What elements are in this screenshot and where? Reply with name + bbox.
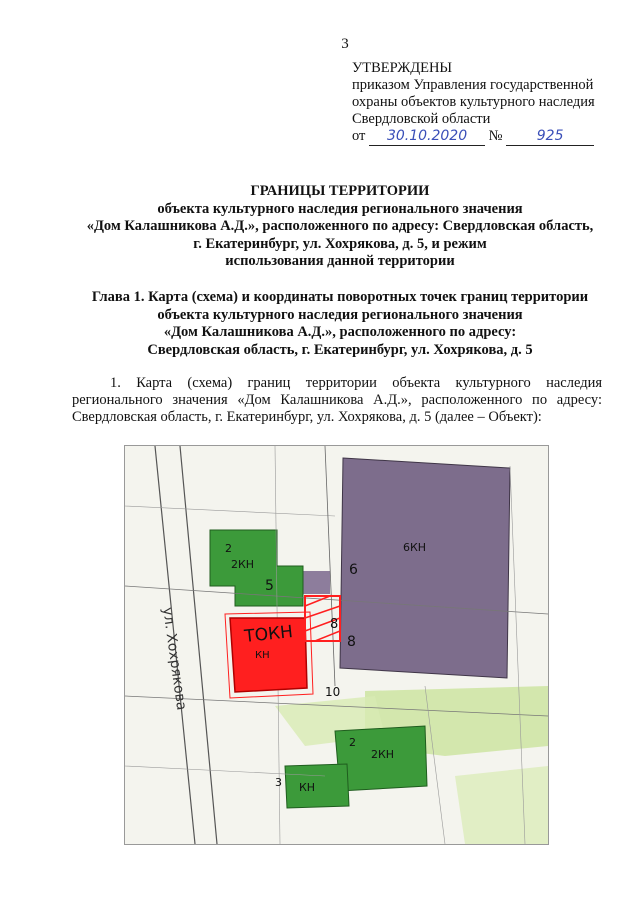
title-line-2: «Дом Калашникова А.Д.», расположенного по адресу: Свердловская область,	[86, 218, 594, 234]
label-2-lower: 2	[349, 736, 356, 749]
green-area	[455, 766, 548, 844]
label-2: 2	[225, 542, 232, 555]
date-handwritten: 30.10.2020	[386, 128, 468, 144]
approval-date-line	[352, 128, 595, 146]
street-label: ул. Хохрякова	[159, 606, 190, 712]
chapter-line-3: «Дом Калашникова А.Д.», расположенного по адресу:	[163, 324, 517, 340]
label-kn: КН	[255, 650, 270, 661]
street-line	[125, 506, 335, 516]
approval-line-2: охраны объектов культурного наследия	[352, 94, 595, 110]
street-line	[325, 446, 335, 686]
purple-building	[340, 458, 510, 678]
number-field	[506, 128, 594, 146]
paragraph-text: Карта (схема) границ территории объекта культурного наследия регионального значения «Дом Калашникова А.Д.», расположенного по адресу: Свердловская область, г. Екатеринбург, ул. Хохрякова, д. 5 (далее – Объект):	[72, 375, 602, 425]
label-8b: 8	[347, 634, 356, 650]
street-line	[180, 446, 217, 844]
map-drawing	[125, 446, 548, 844]
label-6: 6	[349, 562, 358, 578]
title-line-3: г. Екатеринбург, ул. Хохрякова, д. 5, и режим	[193, 235, 487, 252]
page-number: 3	[341, 36, 349, 52]
label-8: 8	[330, 617, 339, 632]
small-purple	[300, 571, 330, 594]
label-3kn: КН	[299, 781, 316, 794]
chapter-line-1: Глава 1. Карта (схема) и координаты поворотных точек границ территории	[91, 289, 589, 305]
title-line-4: использования данной территории	[225, 253, 455, 269]
approval-line-3: Свердловской области	[352, 111, 491, 127]
approval-block	[352, 60, 595, 146]
number-handwritten: 925	[536, 128, 564, 144]
title-heading: ГРАНИЦЫ ТЕРРИТОРИИ	[250, 183, 430, 199]
label-tokn: ТОКН	[243, 621, 294, 647]
title-line-1: объекта культурного наследия регионального значения	[157, 200, 523, 217]
chapter-heading	[60, 289, 620, 359]
number-prefix: №	[488, 128, 503, 144]
approval-heading: УТВЕРЖДЕНЫ	[352, 60, 453, 76]
label-3: 3	[275, 776, 282, 789]
chapter-line-4: Свердловская область, г. Екатеринбург, ул. Хохрякова, д. 5	[147, 341, 533, 358]
label-2kn: 2КН	[231, 558, 255, 571]
territory-map	[124, 445, 549, 845]
label-10: 10	[325, 685, 341, 699]
approval-line-1: приказом Управления государственной	[352, 77, 594, 93]
label-2kn-lower: 2КН	[371, 748, 395, 761]
paragraph-number: 1.	[110, 375, 121, 391]
label-5: 5	[265, 578, 274, 594]
date-prefix: от	[352, 128, 366, 144]
chapter-line-2: объекта культурного наследия регионального значения	[157, 306, 523, 323]
label-6kn: 6КН	[403, 541, 427, 554]
green-building	[285, 764, 349, 808]
date-field	[369, 128, 485, 146]
paragraph-1	[72, 375, 602, 426]
document-title	[60, 183, 620, 271]
